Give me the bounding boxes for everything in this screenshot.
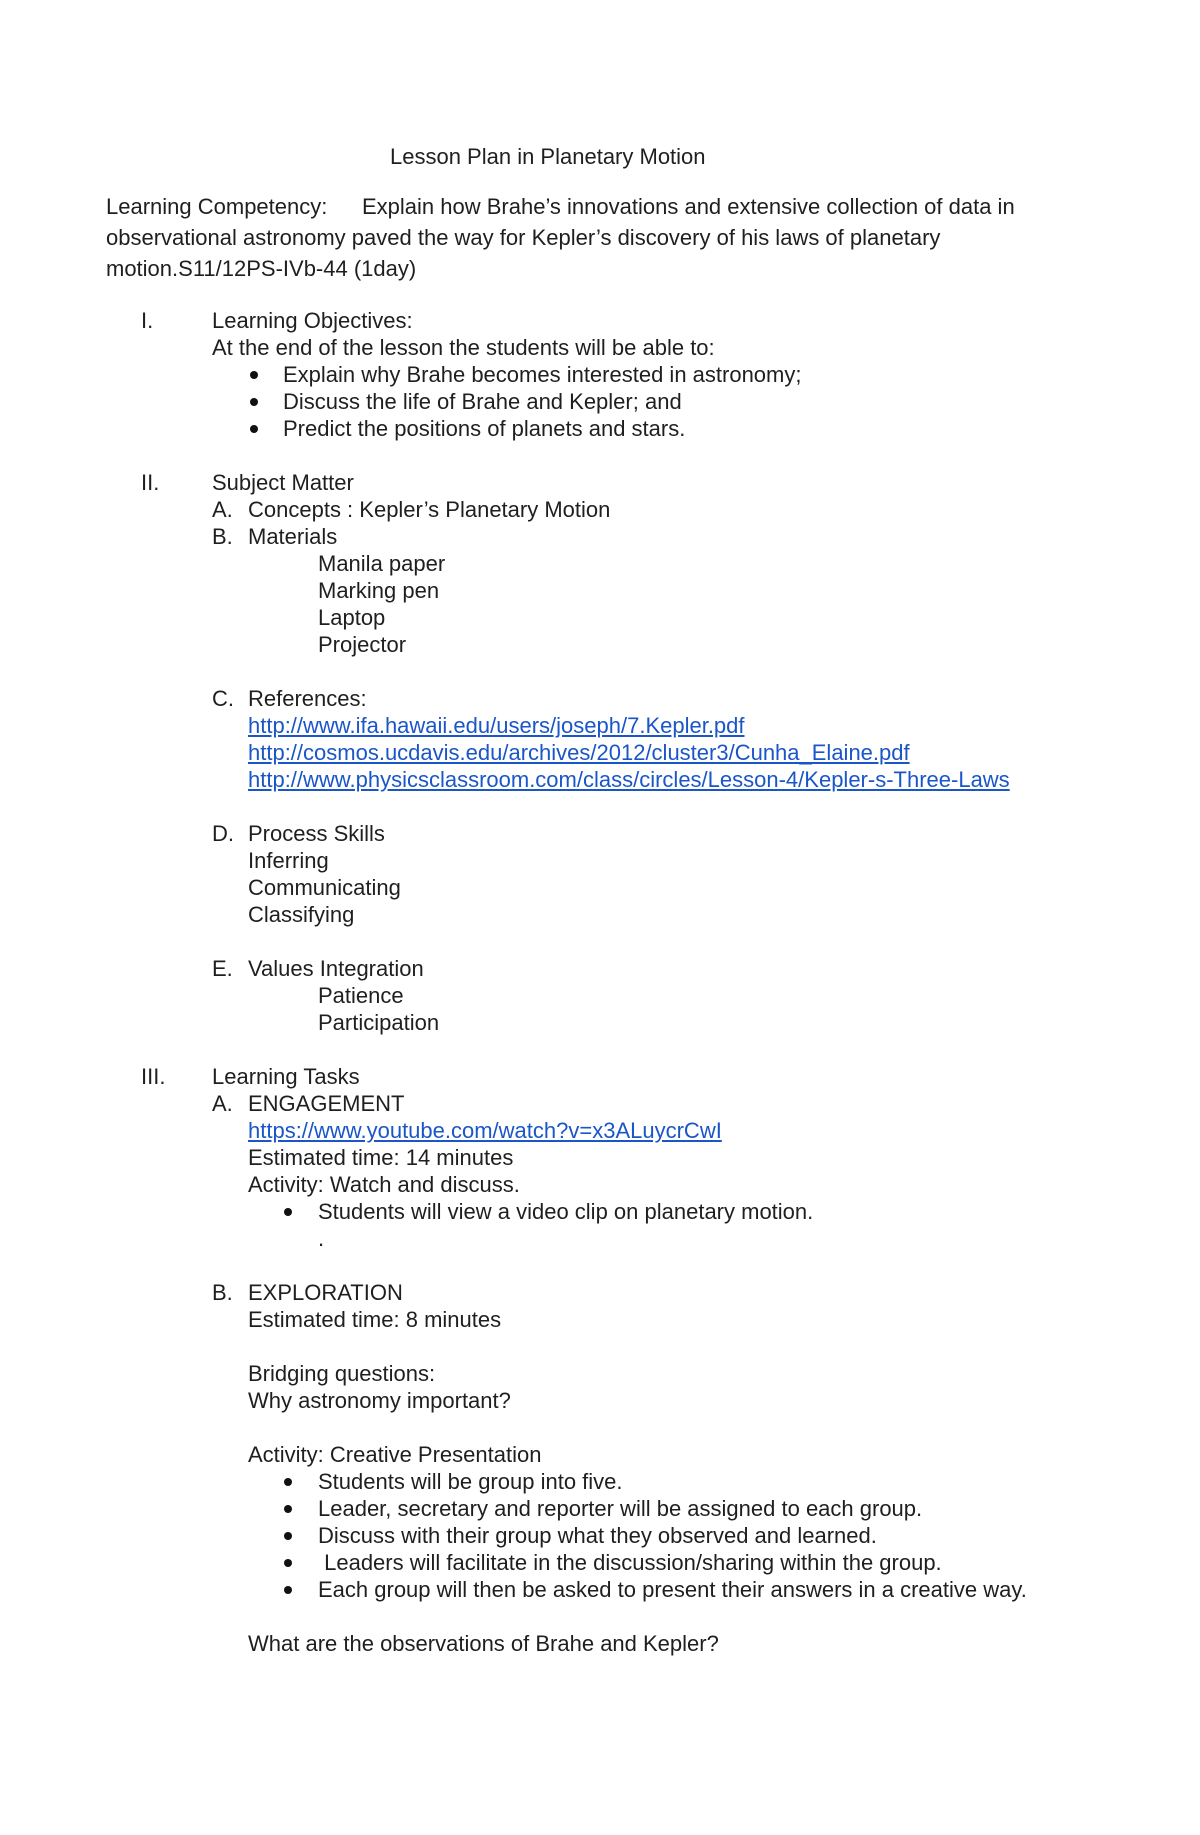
material-item: Manila paper [318,551,446,576]
video-link[interactable]: https://www.youtube.com/watch?v=x3ALuycrCwI [248,1118,722,1143]
process-skills-heading: Process Skills [248,821,385,846]
section-3-heading: Learning Tasks [212,1064,360,1089]
concepts-text: Concepts : Kepler’s Planetary Motion [248,497,611,522]
reference-link[interactable]: http://www.physicsclassroom.com/class/circles/Lesson-4/Kepler-s-Three-Laws [248,767,1010,792]
bullet-icon [250,371,258,379]
engagement-time: Estimated time: 14 minutes [248,1145,514,1170]
engagement-activity: Activity: Watch and discuss. [248,1172,520,1197]
objective-item: Explain why Brahe becomes interested in astronomy; [283,362,802,387]
section-1-numeral: I. [141,308,154,333]
material-item: Marking pen [318,578,440,603]
exploration-bullet: Leaders will facilitate in the discussion/sharing within the group. [318,1550,942,1575]
references-heading: References: [248,686,367,711]
subsection-a-letter: A. [212,497,233,522]
exploration-bullet: Students will be group into five. [318,1469,623,1494]
bridging-label: Bridging questions: [248,1361,436,1386]
bullet-icon [284,1505,292,1513]
bridging-question: Why astronomy important? [248,1388,511,1413]
competency-label: Learning Competency: [106,194,328,219]
subsection-e-letter: E. [212,956,233,981]
subsection-c-letter: C. [212,686,234,711]
competency-line-1: Explain how Brahe’s innovations and extensive collection of data in [362,194,1015,219]
process-skill-item: Inferring [248,848,329,873]
values-heading: Values Integration [248,956,424,981]
engagement-heading: ENGAGEMENT [248,1091,405,1116]
section-2-heading: Subject Matter [212,470,354,495]
exploration-time: Estimated time: 8 minutes [248,1307,502,1332]
bullet-icon [250,425,258,433]
competency-line-3: motion.S11/12PS-IVb-44 (1day) [106,256,417,281]
competency-line-2: observational astronomy paved the way for Kepler’s discovery of his laws of planetary [106,225,941,250]
material-item: Projector [318,632,407,657]
subsection-d-letter: D. [212,821,234,846]
section-2-numeral: II. [141,470,160,495]
process-skill-item: Classifying [248,902,355,927]
objective-item: Discuss the life of Brahe and Kepler; and [283,389,682,414]
bullet-icon [284,1208,292,1216]
bullet-icon [284,1586,292,1594]
materials-heading: Materials [248,524,338,549]
subsection-b-letter: B. [212,524,233,549]
value-item: Patience [318,983,404,1008]
bullet-icon [250,398,258,406]
reference-link[interactable]: http://cosmos.ucdavis.edu/archives/2012/cluster3/Cunha_Elaine.pdf [248,740,910,765]
objective-item: Predict the positions of planets and stars. [283,416,686,441]
section-1-heading: Learning Objectives: [212,308,413,333]
exploration-activity: Activity: Creative Presentation [248,1442,542,1467]
bullet-icon [284,1559,292,1567]
bullet-icon [284,1478,292,1486]
process-skill-item: Communicating [248,875,401,900]
task-b-letter: B. [212,1280,233,1305]
bullet-icon [284,1532,292,1540]
section-1-intro: At the end of the lesson the students will be able to: [212,335,715,360]
value-item: Participation [318,1010,440,1035]
task-a-letter: A. [212,1091,233,1116]
reference-link[interactable]: http://www.ifa.hawaii.edu/users/joseph/7.Kepler.pdf [248,713,745,738]
page-title: Lesson Plan in Planetary Motion [390,144,706,169]
exploration-heading: EXPLORATION [248,1280,403,1305]
exploration-question: What are the observations of Brahe and Kepler? [248,1631,719,1656]
material-item: Laptop [318,605,386,630]
exploration-bullet: Leader, secretary and reporter will be assigned to each group. [318,1496,923,1521]
engagement-dot: . [318,1226,325,1251]
engagement-bullet: Students will view a video clip on planetary motion. [318,1199,814,1224]
section-3-numeral: III. [141,1064,166,1089]
exploration-bullet: Discuss with their group what they observed and learned. [318,1523,877,1548]
exploration-bullet: Each group will then be asked to present their answers in a creative way. [318,1577,1027,1602]
